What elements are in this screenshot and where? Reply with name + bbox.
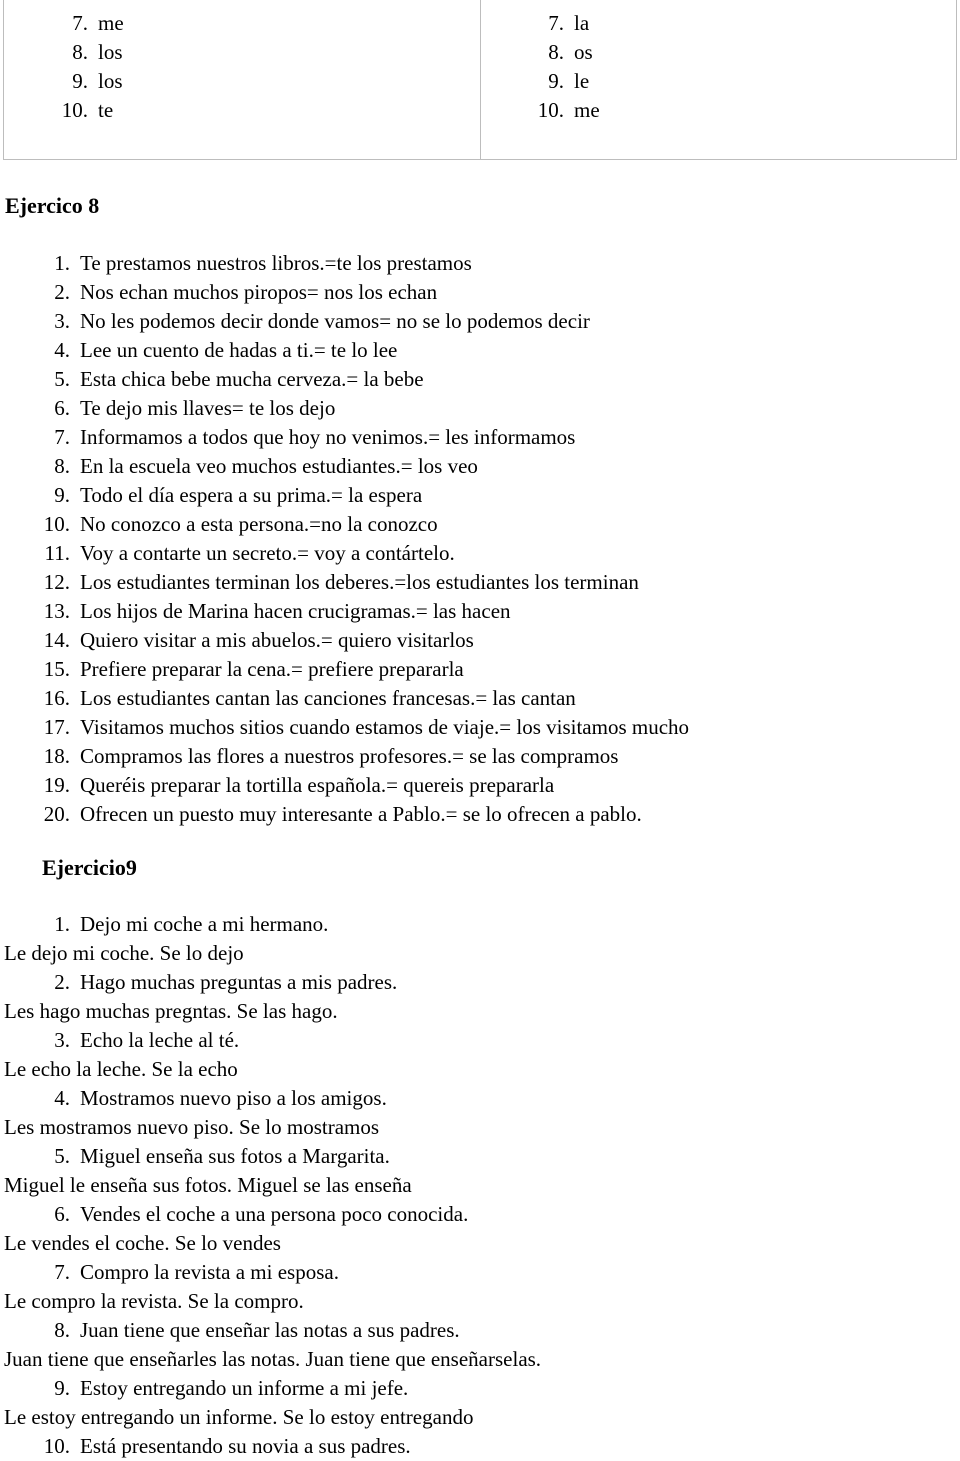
list-item: 13. Los hijos de Marina hacen crucigramas.= las hacen — [43, 599, 511, 623]
question-row: 7. Compro la revista a mi esposa. — [54, 1260, 339, 1284]
answer-row: Les mostramos nuevo piso. Se lo mostramos — [4, 1115, 380, 1139]
list-item: 8. En la escuela veo muchos estudiantes.= los veo — [54, 454, 478, 478]
answer-column-right — [525, 9, 600, 125]
question-row: 4. Mostramos nuevo piso a los amigos. — [54, 1086, 387, 1110]
list-item: 8. os — [548, 40, 593, 64]
answer-row: Juan tiene que enseñarles las notas. Juan tiene que enseñarselas. — [4, 1347, 542, 1371]
list-item: 14. Quiero visitar a mis abuelos.= quiero visitarlos — [43, 628, 474, 652]
answer-row: Le vendes el coche. Se lo vendes — [4, 1231, 281, 1255]
question-row: 3. Echo la leche al té. — [54, 1028, 240, 1052]
list-item: 1. Te prestamos nuestros libros.=te los prestamos — [54, 251, 472, 275]
table-divider — [480, 0, 481, 159]
list-item: 16. Los estudiantes cantan las canciones francesas.= las cantan — [43, 686, 576, 710]
list-item: 17. Visitamos muchos sitios cuando estamos de viaje.= los visitamos mucho — [43, 715, 690, 739]
list-item: 7. me — [72, 11, 124, 35]
answer-row: Le echo la leche. Se la echo — [4, 1057, 238, 1081]
list-item: 12. Los estudiantes terminan los deberes.=los estudiantes los terminan — [43, 570, 639, 594]
list-item: 7. la — [548, 11, 590, 35]
exercise-9-title: Ejercicio9 — [42, 855, 137, 880]
question-row: 1. Dejo mi coche a mi hermano. — [54, 912, 329, 936]
list-item: 10. No conozco a esta persona.=no la conozco — [43, 512, 438, 536]
answer-row: Le compro la revista. Se la compro. — [4, 1289, 304, 1313]
list-item: 5. Esta chica bebe mucha cerveza.= la bebe — [54, 367, 424, 391]
list-item: 9. los — [72, 69, 123, 93]
question-row: 2. Hago muchas preguntas a mis padres. — [54, 970, 398, 994]
list-item: 10. te — [61, 98, 114, 122]
list-item: 4. Lee un cuento de hadas a ti.= te lo lee — [54, 338, 398, 362]
list-item: 7. Informamos a todos que hoy no venimos.= les informamos — [54, 425, 576, 449]
list-item: 15. Prefiere preparar la cena.= prefiere prepararla — [43, 657, 464, 681]
answer-table — [3, 0, 957, 160]
list-item: 3. No les podemos decir donde vamos= no se lo podemos decir — [54, 309, 590, 333]
question-row: 9. Estoy entregando un informe a mi jefe. — [54, 1376, 409, 1400]
list-item: 19. Queréis preparar la tortilla española.= quereis prepararla — [43, 773, 555, 797]
question-row: 10. Está presentando su novia a sus padres. — [43, 1434, 411, 1458]
list-item: 20. Ofrecen un puesto muy interesante a Pablo.= se lo ofrecen a pablo. — [43, 802, 642, 826]
exercise-9-list — [0, 910, 541, 1461]
list-item: 2. Nos echan muchos piropos= nos los echan — [54, 280, 438, 304]
list-item: 8. los — [72, 40, 123, 64]
list-item: 9. Todo el día espera a su prima.= la espera — [54, 483, 423, 507]
answer-row: Le estoy entregando un informe. Se lo estoy entregando — [4, 1405, 474, 1429]
answer-row: Le dejo mi coche. Se lo dejo — [4, 941, 244, 965]
list-item: 18. Compramos las flores a nuestros profesores.= se las compramos — [43, 744, 619, 768]
exercise-8-list — [0, 249, 689, 829]
question-row: 6. Vendes el coche a una persona poco conocida. — [54, 1202, 469, 1226]
answer-column-left — [49, 9, 124, 125]
question-row: 8. Juan tiene que enseñar las notas a sus padres. — [54, 1318, 460, 1342]
answer-row: Les hago muchas pregntas. Se las hago. — [4, 999, 338, 1023]
list-item: 6. Te dejo mis llaves= te los dejo — [54, 396, 336, 420]
answer-row: Miguel le enseña sus fotos. Miguel se las enseña — [4, 1173, 412, 1197]
list-item: 11. Voy a contarte un secreto.= voy a contártelo. — [44, 541, 455, 565]
exercise-8-title: Ejercico 8 — [5, 193, 100, 218]
question-row: 5. Miguel enseña sus fotos a Margarita. — [54, 1144, 390, 1168]
list-item: 9. le — [548, 69, 590, 93]
list-item: 10. me — [537, 98, 600, 122]
